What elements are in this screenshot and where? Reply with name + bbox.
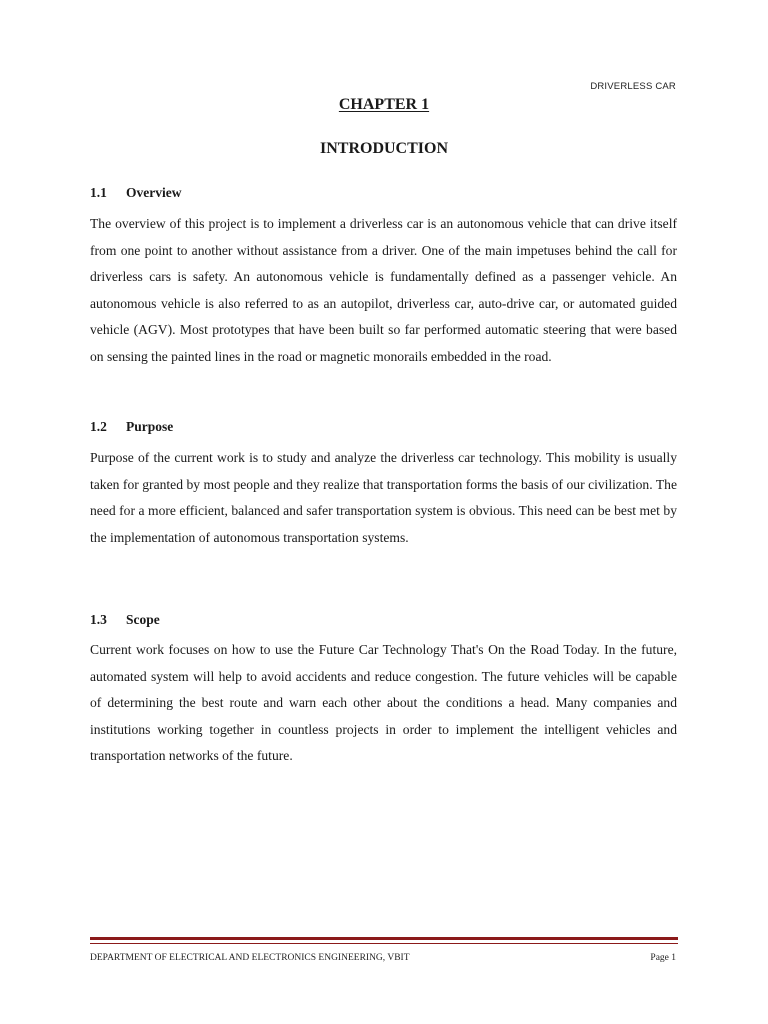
chapter-subtitle: INTRODUCTION [319,140,448,157]
footer-page-number: Page 1 [650,953,676,963]
running-header: DRIVERLESS CAR [590,81,676,92]
section-title: Purpose [126,419,174,434]
section-title: Overview [126,185,182,200]
section-title: Scope [126,612,160,627]
section-number: 1.2 [90,419,107,434]
chapter-title: CHAPTER 1 [338,96,430,113]
section-heading-purpose [90,419,173,435]
footer-rule-thin [90,943,678,944]
section-body-overview: The overview of this project is to implement a driverless car is an autonomous vehicle that can drive itself from one point to another without assistance from a driver. One of the main impetuses behind the call for driverless cars is safety. An autonomous vehicle is fundamentally defined as a passenger vehicle. An autonomous vehicle is also referred to as an autopilot, driverless car, auto-drive car, or automated guided vehicle (AGV). Most prototypes that have been built so far performed automatic steering that were based on sensing the painted lines in the road or magnetic monorails embedded in the road. [90,216,677,364]
section-heading-overview [90,185,181,201]
section-body-scope: Current work focuses on how to use the Future Car Technology That's On the Road Today. In the future, automated system will help to avoid accidents and reduce congestion. The future vehicles will be capable of determining the best route and warn each other about the conditions a head. Many companies and institutions working together in countless projects in order to implement the intelligent vehicles and transportation networks of the future. [90,642,677,764]
section-number: 1.1 [90,185,107,200]
footer-department: DEPARTMENT OF ELECTRICAL AND ELECTRONICS ENGINEERING, VBIT [90,953,410,963]
section-body-purpose: Purpose of the current work is to study and analyze the driverless car technology. This mobility is usually taken for granted by most people and they realize that transportation forms the basis of our civilization. The need for a more efficient, balanced and safer transportation system is obvious. This need can be best met by the implementation of autonomous transportation systems. [90,450,677,545]
section-number: 1.3 [90,612,107,627]
section-heading-scope [90,612,160,628]
footer-rule-thick [90,937,678,940]
